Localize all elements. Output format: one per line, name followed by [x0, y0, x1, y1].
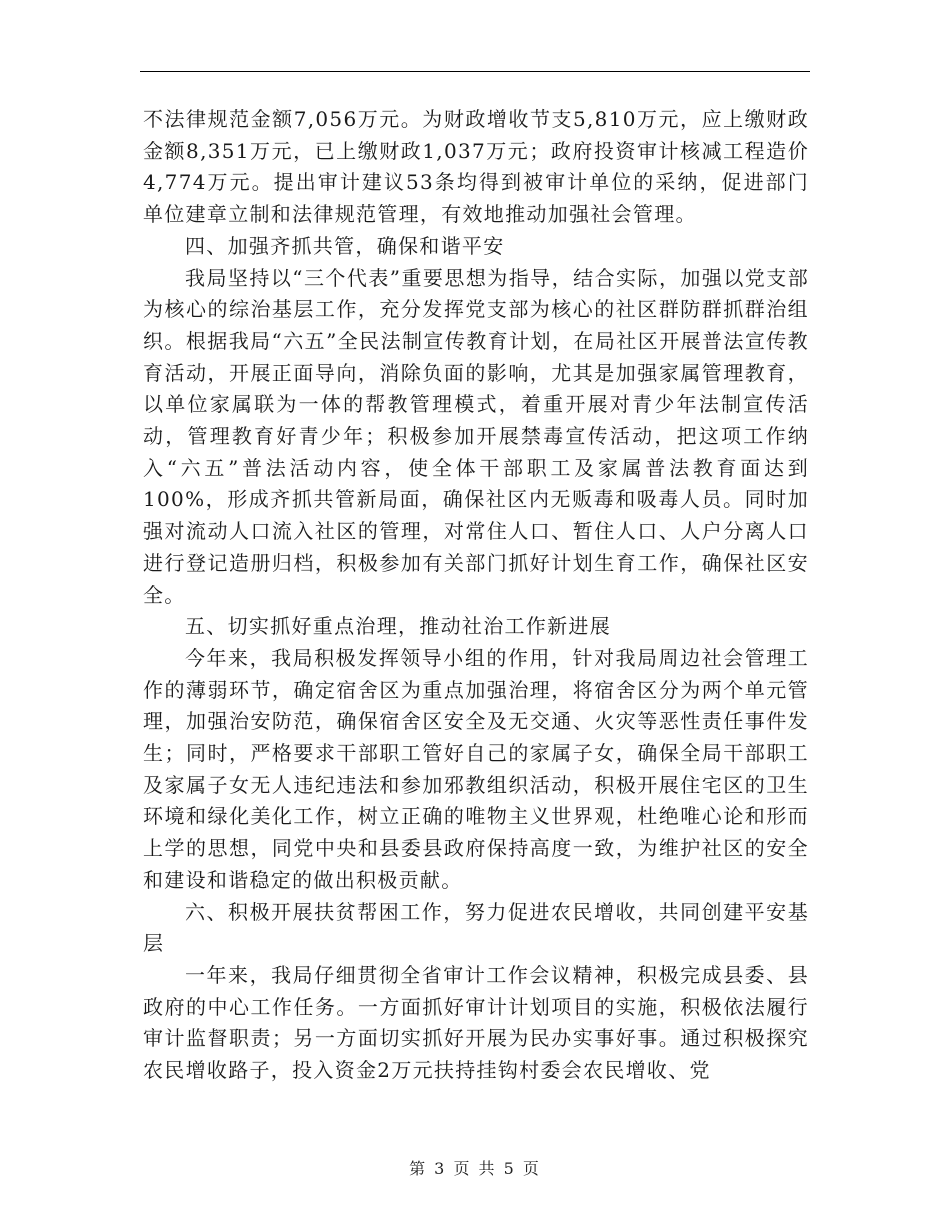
- paragraph-3: 今年来，我局积极发挥领导小组的作用，针对我局周边社会管理工作的薄弱环节，确定宿舍区为重点加强治理，将宿舍区分为两个单元管理，加强治安防范，确保宿舍区安全及无交通、火灾等恶性责任事件发生；同时，严格要求干部职工管好自己的家属子女，确保全局干部职工及家属子女无人违纪违法和参加邪教组织活动，积极开展住宅区的卫生环境和绿化美化工作，树立正确的唯物主义世界观，杜绝唯心论和形而上学的思想，同党中央和县委县政府保持高度一致，为维护社区的安全和建设和谐稳定的做出积极贡献。: [143, 645, 809, 892]
- paragraph-2: 我局坚持以“三个代表”重要思想为指导，结合实际，加强以党支部为核心的综治基层工作，充分发挥党支部为核心的社区群防群抓群治组织。根据我局“六五”全民法制宣传教育计划，在局社区开展普法宣传教育活动，开展正面导向，消除负面的影响，尤其是加强家属管理教育，以单位家属联为一体的帮教管理模式，着重开展对青少年法制宣传活动，管理教育好青少年；积极参加开展禁毒宣传活动，把这项工作纳入“六五”普法活动内容，使全体干部职工及家属普法教育面达到100%，形成齐抓共管新局面，确保社区内无贩毒和吸毒人员。同时加强对流动人口流入社区的管理，对常住人口、暂住人口、人户分离人口进行登记造册归档，积极参加有关部门抓好计划生育工作，确保社区安全。: [143, 265, 809, 607]
- page-footer: 第 3 页 共 5 页: [409, 1159, 541, 1178]
- paragraph-1: 不法律规范金额7,056万元。为财政增收节支5,810万元，应上缴财政金额8,351万元，已上缴财政1,037万元；政府投资审计核减工程造价4,774万元。提出审计建议53条均得到被审计单位的采纳，促进部门单位建章立制和法律规范管理，有效地推动加强社会管理。: [143, 107, 809, 227]
- section-heading-5: 五、切实抓好重点治理，推动社治工作新进展: [185, 614, 611, 639]
- header-rule: [140, 71, 810, 72]
- section-heading-6: 六、积极开展扶贫帮困工作，努力促进农民增收，共同创建平安基层: [143, 899, 809, 956]
- paragraph-4: 一年来，我局仔细贯彻全省审计工作会议精神，积极完成县委、县政府的中心工作任务。一方面抓好审计计划项目的实施，积极依法履行审计监督职责；另一方面切实抓好开展为民办实事好事。通过积极探究农民增收路子，投入资金2万元扶持挂钩村委会农民增收、党: [143, 962, 809, 1083]
- section-heading-4: 四、加强齐抓共管，确保和谐平安: [185, 233, 505, 258]
- document-body: [143, 104, 809, 1087]
